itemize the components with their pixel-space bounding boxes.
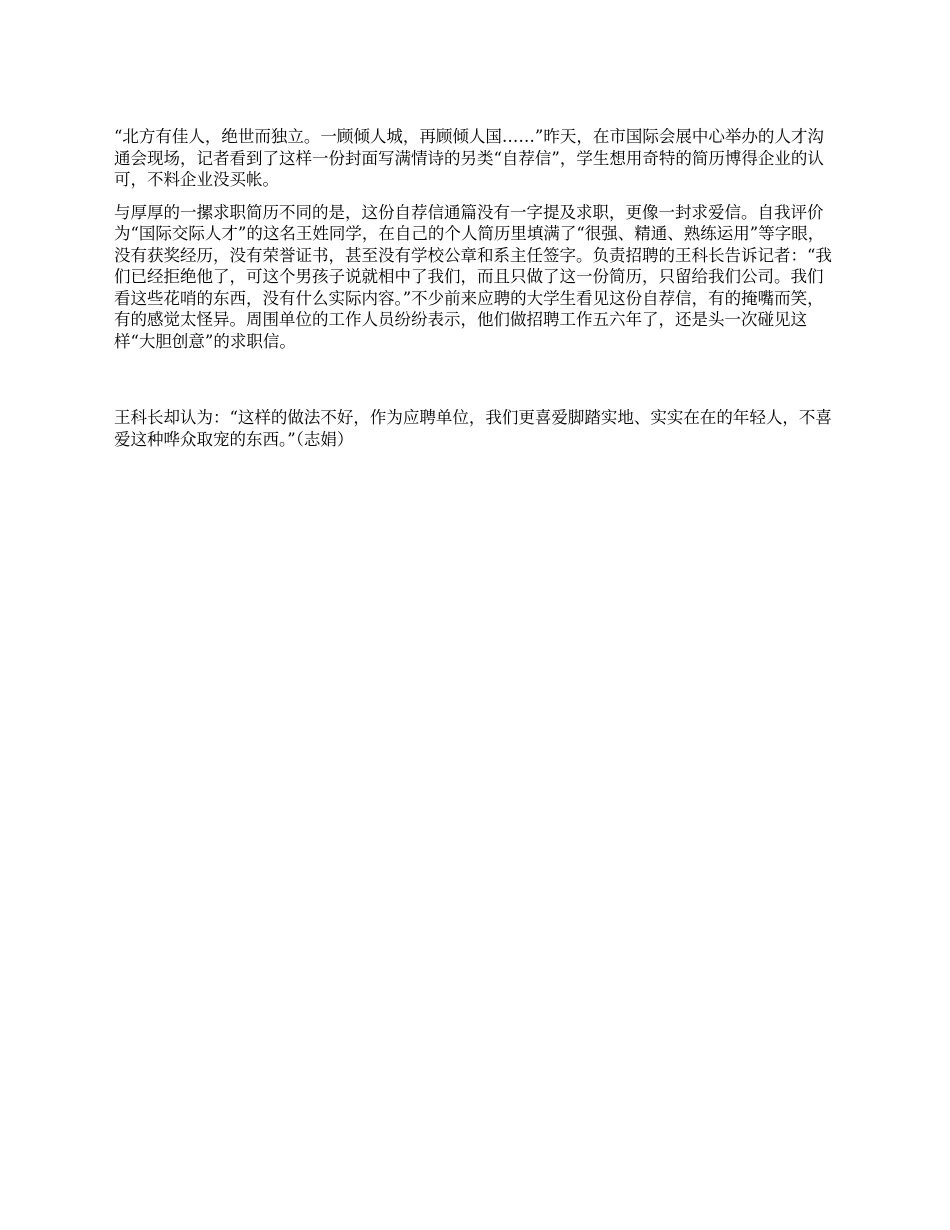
article-paragraph-3: 王科长却认为：“这样的做法不好，作为应聘单位，我们更喜爱脚踏实地、实实在在的年轻人，不喜爱这种哗众取宠的东西。”（志娟）: [114, 408, 832, 449]
article-body: [114, 126, 836, 450]
article-paragraph-1: “北方有佳人，绝世而独立。一顾倾人城，再顾倾人国……”昨天，在市国际会展中心举办的人才沟通会现场，记者看到了这样一份封面写满情诗的另类“自荐信”，学生想用奇特的简历博得企业的认可，不料企业没买帐。: [114, 127, 824, 189]
article-paragraph-2: 与厚厚的一摞求职简历不同的是，这份自荐信通篇没有一字提及求职，更像一封求爱信。自我评价为“国际交际人才”的这名王姓同学，在自己的个人简历里填满了“很强、精通、熟练运用”等字眼，没有获奖经历，没有荣誉证书，甚至没有学校公章和系主任签字。负责招聘的王科长告诉记者：“我们已经拒绝他了，可这个男孩子说就相中了我们，而且只做了这一份简历，只留给我们公司。我们看这些花哨的东西，没有什么实际内容。”不少前来应聘的大学生看见这份自荐信，有的掩嘴而笑，有的感觉太怪异。周围单位的工作人员纷纷表示，他们做招聘工作五六年了，还是头一次碰见这样“大胆创意”的求职信。: [114, 202, 832, 351]
